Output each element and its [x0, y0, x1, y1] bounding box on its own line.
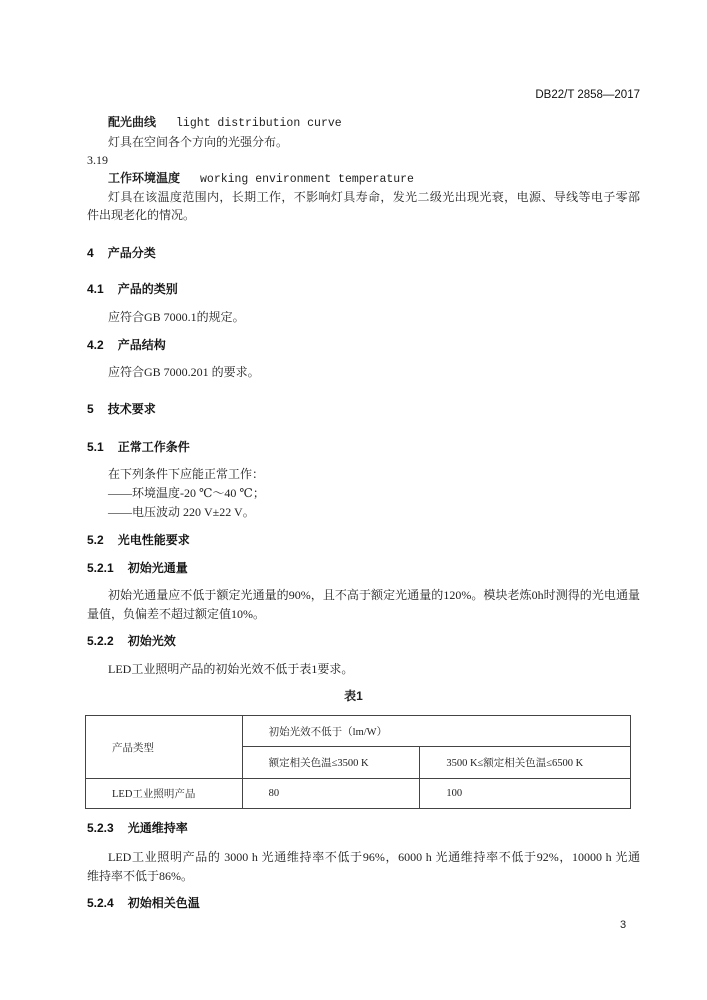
section-number: 5.2.1 — [87, 561, 114, 575]
section-4-heading — [87, 244, 156, 262]
section-title: 初始光效 — [127, 634, 176, 648]
cell-efficacy-low: 80 — [242, 779, 420, 809]
section-5-heading — [87, 400, 156, 418]
table-row — [86, 779, 631, 809]
term-3-18-definition: 灯具在空间各个方向的光强分布。 — [108, 135, 289, 149]
section-5-2-4-heading — [87, 894, 200, 912]
section-5-2-3-line-2: 维持率不低于86%。 — [87, 869, 193, 883]
section-title: 产品的类别 — [117, 282, 178, 296]
section-title: 正常工作条件 — [117, 440, 190, 454]
section-number: 4 — [87, 246, 94, 260]
section-number: 5 — [87, 402, 94, 416]
section-5-1-heading — [87, 438, 190, 456]
section-4-1-heading — [87, 280, 178, 298]
header-product-type: 产品类型 — [86, 716, 243, 779]
term-3-18 — [108, 113, 342, 133]
condition-item-voltage: ——电压波动 220 V±22 V。 — [108, 505, 255, 519]
section-title: 产品结构 — [117, 338, 166, 352]
section-5-2-3-heading — [87, 819, 188, 837]
term-3-18-en: light distribution curve — [176, 117, 342, 130]
section-5-2-3-line-1: LED工业照明产品的 3000 h 光通维持率不低于96%，6000 h 光通维持率不低于92%，10000 h 光通 — [108, 850, 640, 864]
cell-efficacy-high: 100 — [420, 779, 631, 809]
section-number: 4.2 — [87, 338, 104, 352]
section-5-2-1-heading — [87, 559, 188, 577]
section-5-1-intro: 在下列条件下应能正常工作： — [108, 467, 265, 481]
section-5-2-2-text: LED工业照明产品的初始光效不低于表1要求。 — [108, 662, 354, 676]
term-3-19-en: working environment temperature — [200, 173, 414, 186]
luminous-efficacy-table — [85, 715, 631, 809]
section-title: 产品分类 — [107, 246, 156, 260]
table-caption: 表1 — [344, 689, 363, 703]
section-title: 初始相关色温 — [127, 896, 200, 910]
section-5-2-1-line-1: 初始光通量应不低于额定光通量的90%，且不高于额定光通量的120%。模块老炼0h时测得的光电通量 — [108, 588, 640, 602]
term-3-19-zh: 工作环境温度 — [108, 171, 181, 185]
document-code: DB22/T 2858—2017 — [535, 89, 640, 101]
section-number: 5.2.3 — [87, 821, 114, 835]
section-title: 技术要求 — [107, 402, 156, 416]
term-3-19-definition-line-1: 灯具在该温度范围内，长期工作，不影响灯具寿命，发光二级光出现光衰，电源、导线等电子零部 — [108, 190, 640, 204]
section-number: 5.1 — [87, 440, 104, 454]
section-5-2-heading — [87, 531, 190, 549]
section-5-2-1-line-2: 量值，负偏差不超过额定值10%。 — [87, 607, 265, 621]
clause-number-3-19: 3.19 — [87, 153, 108, 167]
section-number: 4.1 — [87, 282, 104, 296]
term-3-19 — [108, 169, 414, 189]
condition-item-temperature: ——环境温度-20 ℃～40 ℃； — [108, 486, 265, 500]
section-title: 初始光通量 — [127, 561, 188, 575]
term-3-19-definition-line-2: 件出现老化的情况。 — [87, 208, 196, 222]
section-number: 5.2 — [87, 533, 104, 547]
section-4-2-text: 应符合GB 7000.201 的要求。 — [108, 365, 260, 379]
table-header-row — [86, 716, 631, 747]
term-3-18-zh: 配光曲线 — [108, 115, 157, 129]
header-efficacy-group: 初始光效不低于（lm/W） — [242, 716, 630, 747]
section-title: 光通维持率 — [127, 821, 188, 835]
header-cct-high: 3500 K≤额定相关色温≤6500 K — [420, 747, 631, 779]
section-number: 5.2.2 — [87, 634, 114, 648]
page-number: 3 — [620, 919, 627, 931]
section-number: 5.2.4 — [87, 896, 114, 910]
section-title: 光电性能要求 — [117, 533, 190, 547]
section-5-2-2-heading — [87, 632, 176, 650]
header-cct-low: 额定相关色温≤3500 K — [242, 747, 420, 779]
section-4-1-text: 应符合GB 7000.1的规定。 — [108, 310, 245, 324]
cell-product-type: LED工业照明产品 — [86, 779, 243, 809]
section-4-2-heading — [87, 336, 166, 354]
